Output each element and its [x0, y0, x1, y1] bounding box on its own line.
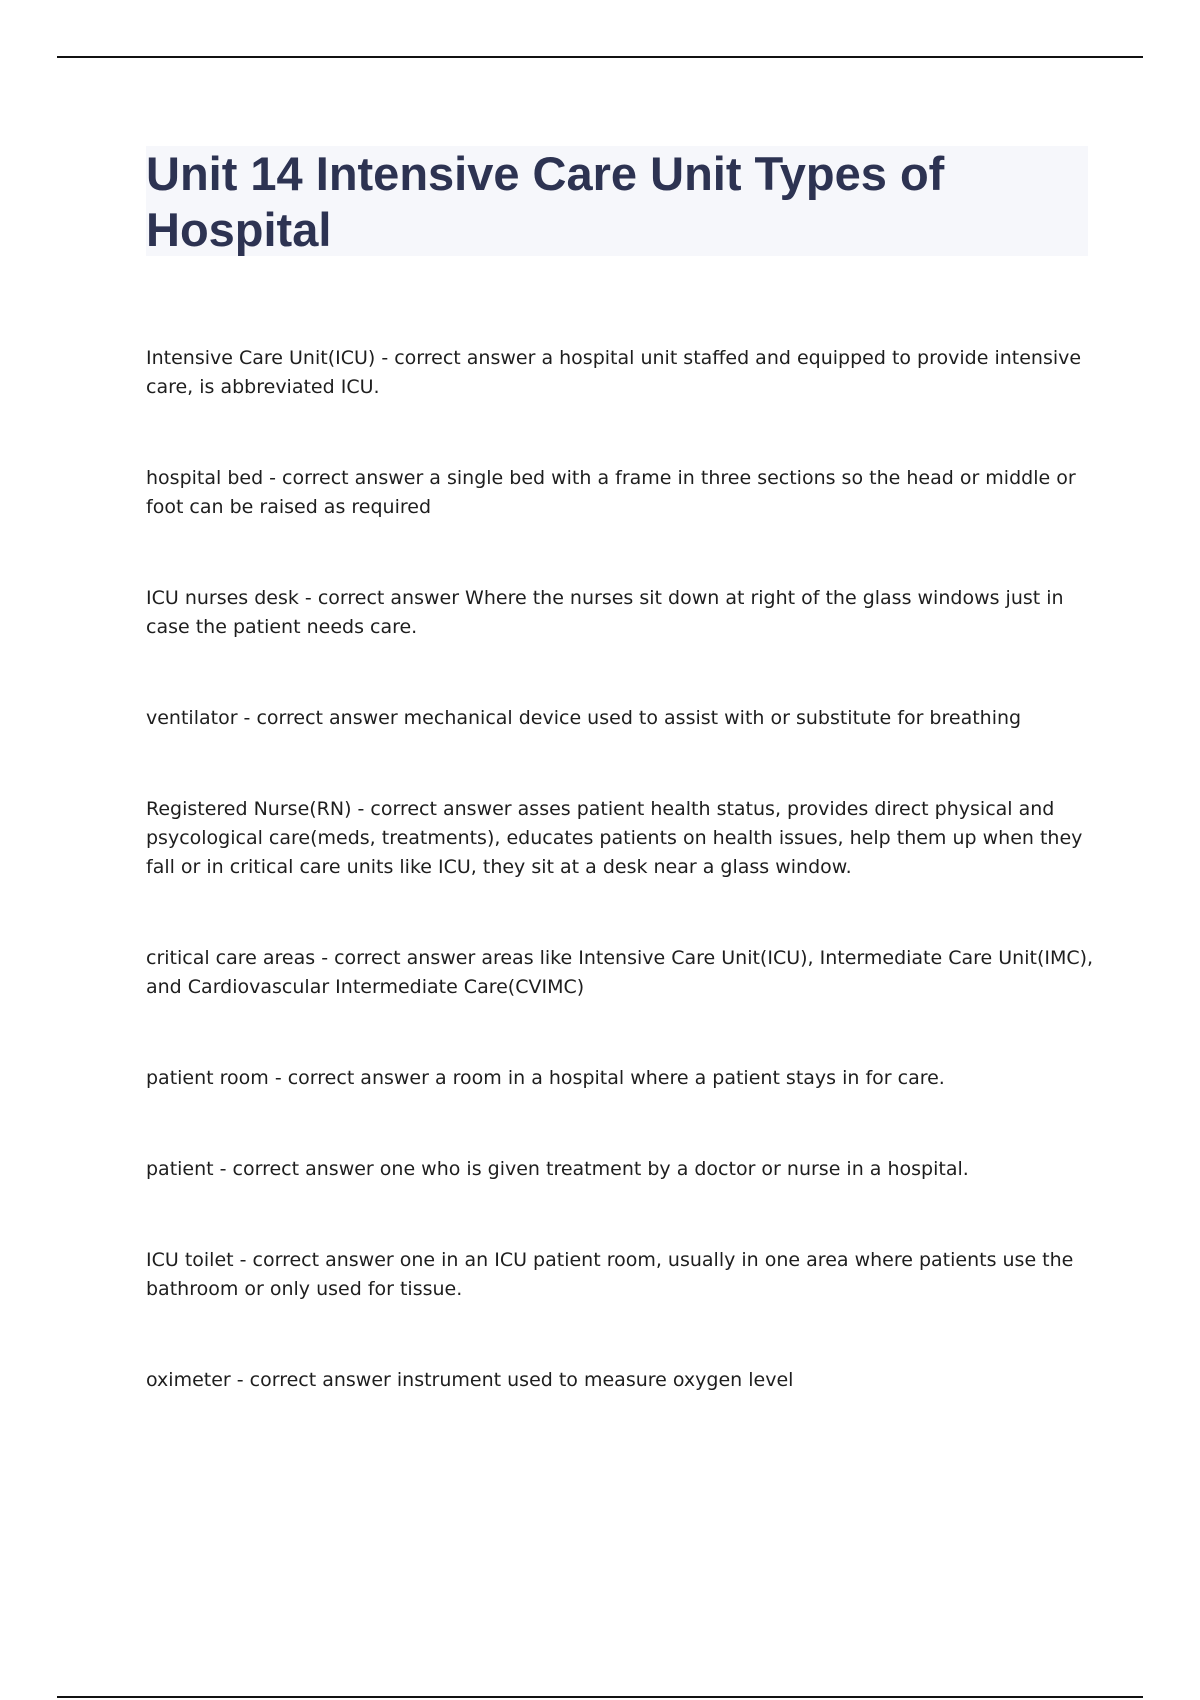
- definition-entry: oximeter - correct answer instrument used to measure oxygen level: [146, 1369, 794, 1391]
- definition-entry: patient room - correct answer a room in a hospital where a patient stays in for care.: [146, 1067, 945, 1089]
- definition-entry: patient - correct answer one who is given treatment by a doctor or nurse in a hospital.: [146, 1158, 969, 1180]
- definition-entry: ICU toilet - correct answer one in an ICU patient room, usually in one area where patients use the bathroom or only used for tissue.: [146, 1249, 1074, 1300]
- definition-entry: hospital bed - correct answer a single bed with a frame in three sections so the head or middle or foot can be raised as required: [146, 467, 1076, 518]
- definition-entry: ICU nurses desk - correct answer Where the nurses sit down at right of the glass windows just in case the patient needs care.: [146, 587, 1064, 638]
- definition-entry: Intensive Care Unit(ICU) - correct answer a hospital unit staffed and equipped to provide intensive care, is abbreviated ICU.: [146, 347, 1082, 398]
- bottom-rule: [57, 1696, 1143, 1698]
- definition-entry: Registered Nurse(RN) - correct answer asses patient health status, provides direct physical and psycological care(meds, treatments), educates patients on health issues, help them up when they fall or in critical care units like ICU, they sit at a desk near a glass window.: [146, 798, 1083, 878]
- definition-entry: critical care areas - correct answer areas like Intensive Care Unit(ICU), Intermediate Care Unit(IMC), and Cardiovascular Intermediate Care(CVIMC): [146, 947, 1094, 998]
- top-rule: [57, 56, 1143, 58]
- definition-list: [146, 344, 1096, 1457]
- page-title: Unit 14 Intensive Care Unit Types of Hospital: [146, 147, 945, 256]
- definition-entry: ventilator - correct answer mechanical device used to assist with or substitute for breathing: [146, 707, 1022, 729]
